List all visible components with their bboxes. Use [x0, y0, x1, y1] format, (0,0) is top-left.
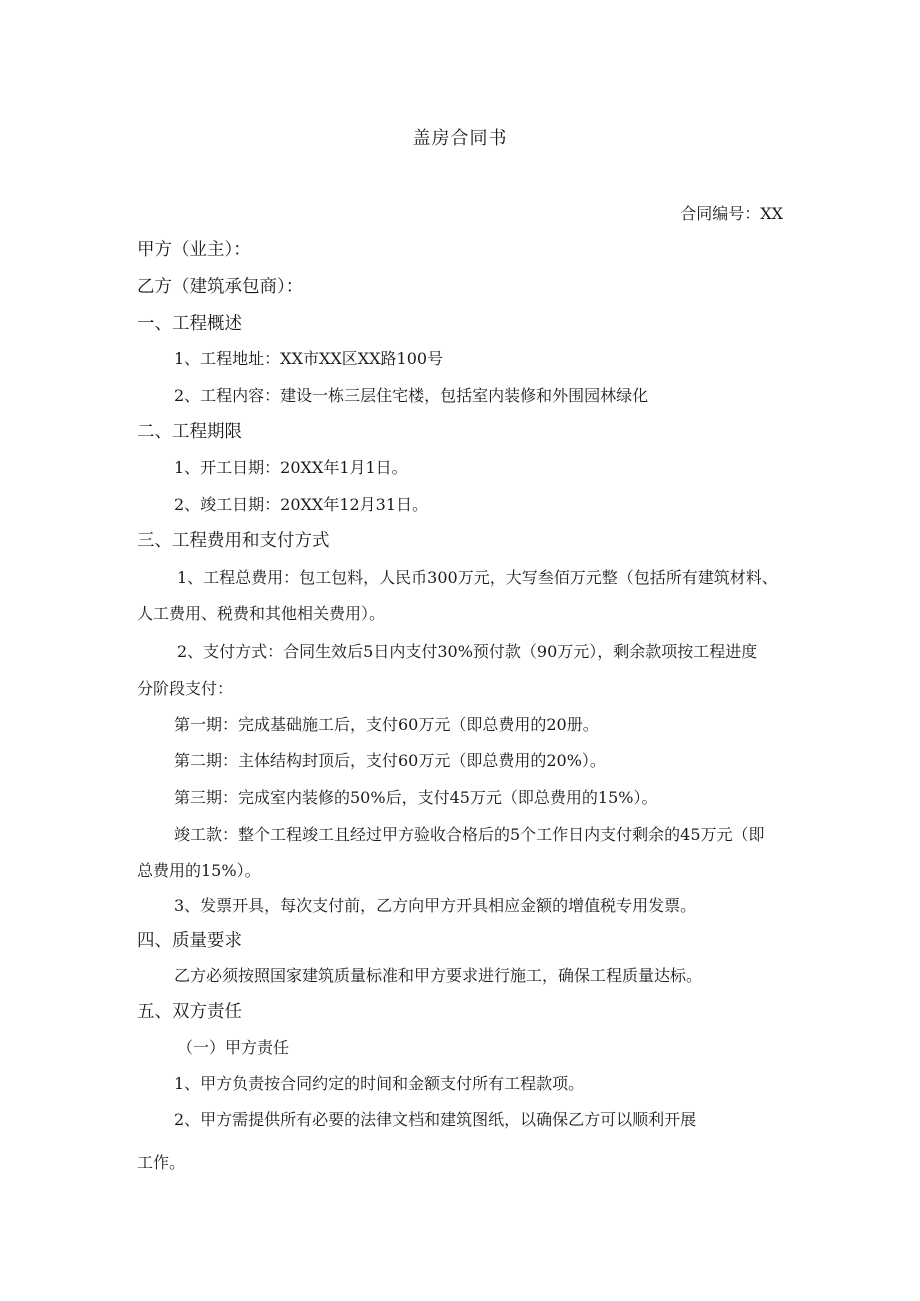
document-title: 盖房合同书: [412, 128, 508, 149]
paragraph-total-cost: 1、工程总费用：包工包料，人民币300万元，大写叁佰万元整（包括所有建筑材料、: [177, 568, 778, 587]
paragraph-payment-method: 2、支付方式：合同生效后5日内支付30%预付款（90万元），剩余款项按工程进度: [177, 642, 758, 661]
paragraph-payment-method-cont: 分阶段支付：: [137, 679, 234, 698]
section-heading-overview: 一、工程概述: [137, 314, 242, 334]
contract-number: 合同编号：XX: [680, 204, 783, 223]
section-heading-responsibilities: 五、双方责任: [137, 1002, 242, 1022]
section-heading-period: 二、工程期限: [137, 422, 242, 442]
paragraph-party-a-payment: 1、甲方负责按合同约定的时间和金额支付所有工程款项。: [174, 1074, 585, 1093]
paragraph-final-payment: 竣工款：整个工程竣工且经过甲方验收合格后的5个工作日内支付剩余的45万元（即: [174, 825, 765, 844]
paragraph-invoice: 3、发票开具，每次支付前，乙方向甲方开具相应金额的增值税专用发票。: [174, 896, 697, 915]
paragraph-quality: 乙方必须按照国家建筑质量标准和甲方要求进行施工，确保工程质量达标。: [174, 966, 703, 985]
paragraph-total-cost-cont: 人工费用、税费和其他相关费用）。: [137, 604, 386, 623]
paragraph-final-payment-cont: 总费用的15%）。: [137, 861, 261, 880]
paragraph-start-date: 1、开工日期：20XX年1月1日。: [174, 458, 408, 477]
paragraph-project-address: 1、工程地址：XX市XX区XX路100号: [174, 349, 444, 368]
paragraph-project-content: 2、工程内容：建设一栋三层住宅楼，包括室内装修和外围园林绿化: [174, 386, 649, 405]
paragraph-party-a-documents-cont: 工作。: [137, 1153, 186, 1172]
subsection-heading-party-a: （一）甲方责任: [177, 1038, 290, 1057]
paragraph-completion-date: 2、竣工日期：20XX年12月31日。: [174, 495, 429, 514]
paragraph-phase-3: 第三期：完成室内装修的50%后，支付45万元（即总费用的15%）。: [174, 788, 658, 807]
section-heading-quality: 四、质量要求: [137, 931, 242, 951]
paragraph-phase-2: 第二期：主体结构封顶后，支付60万元（即总费用的20%）。: [174, 751, 606, 770]
section-heading-payment: 三、工程费用和支付方式: [137, 531, 330, 551]
paragraph-party-a-documents: 2、甲方需提供所有必要的法律文档和建筑图纸，以确保乙方可以顺利开展: [174, 1110, 697, 1129]
party-a-label: 甲方（业主）：: [137, 240, 251, 260]
party-b-label: 乙方（建筑承包商）：: [137, 277, 304, 297]
paragraph-phase-1: 第一期：完成基础施工后，支付60万元（即总费用的20册。: [174, 715, 599, 734]
